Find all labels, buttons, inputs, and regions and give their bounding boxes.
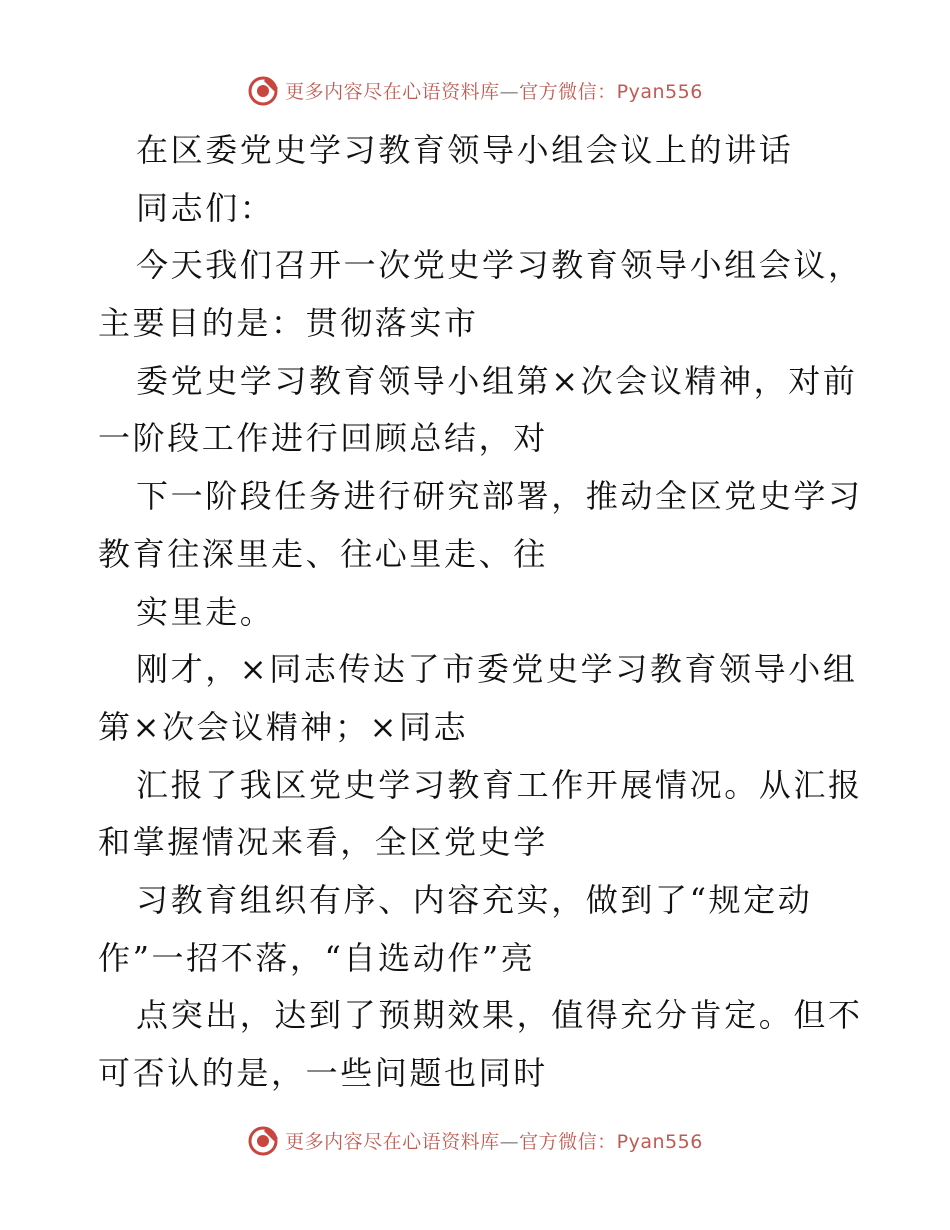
paragraph-line: 习教育组织有序、内容充实，做到了“规定动 xyxy=(136,880,813,919)
header-banner-text xyxy=(285,77,703,104)
header-separator: — xyxy=(499,80,520,103)
paragraph-line: 委党史学习教育领导小组第×次会议精神，对前 xyxy=(136,361,858,400)
paragraph-line: 刚才，×同志传达了市委党史学习教育领导小组 xyxy=(136,650,858,689)
paragraph-line: 点突出，达到了预期效果，值得充分肯定。但不 xyxy=(136,996,863,1035)
footer-brand: 更多内容尽在心语资料库 xyxy=(285,1130,500,1153)
salutation: 同志们： xyxy=(136,188,275,227)
paragraph-line: 实里走。 xyxy=(136,592,275,631)
document-body xyxy=(98,122,863,1103)
footer-wechat: 官方微信：Pyan556 xyxy=(519,1130,703,1153)
paragraph-line: 可否认的是，一些问题也同时 xyxy=(98,1054,548,1092)
paragraph-line: 下一阶段任务进行研究部署，推动全区党史学习 xyxy=(136,477,863,516)
paragraph-line: 今天我们召开一次党史学习教育领导小组会议， xyxy=(136,246,863,285)
pen-logo-icon xyxy=(247,1123,281,1157)
header-brand: 更多内容尽在心语资料库 xyxy=(285,80,500,103)
pen-logo-icon xyxy=(247,73,281,107)
header-wechat: 官方微信：Pyan556 xyxy=(519,80,703,103)
paragraph-line: 教育往深里走、往心里走、往 xyxy=(98,534,548,573)
document-title: 在区委党史学习教育领导小组会议上的讲话 xyxy=(136,131,794,169)
header-banner xyxy=(0,70,950,110)
paragraph-line: 和掌握情况来看，全区党史学 xyxy=(98,823,548,862)
paragraph-line: 作”一招不落，“自选动作”亮 xyxy=(98,938,536,977)
paragraph-line: 一阶段工作进行回顾总结，对 xyxy=(98,419,548,458)
paragraph-line: 第×次会议精神；×同志 xyxy=(98,707,469,746)
footer-banner-text xyxy=(285,1127,703,1154)
footer-separator: — xyxy=(499,1130,520,1153)
paragraph-line: 汇报了我区党史学习教育工作开展情况。从汇报 xyxy=(136,765,863,804)
paragraph-line: 主要目的是：贯彻落实市 xyxy=(98,304,479,343)
footer-banner xyxy=(0,1120,950,1160)
